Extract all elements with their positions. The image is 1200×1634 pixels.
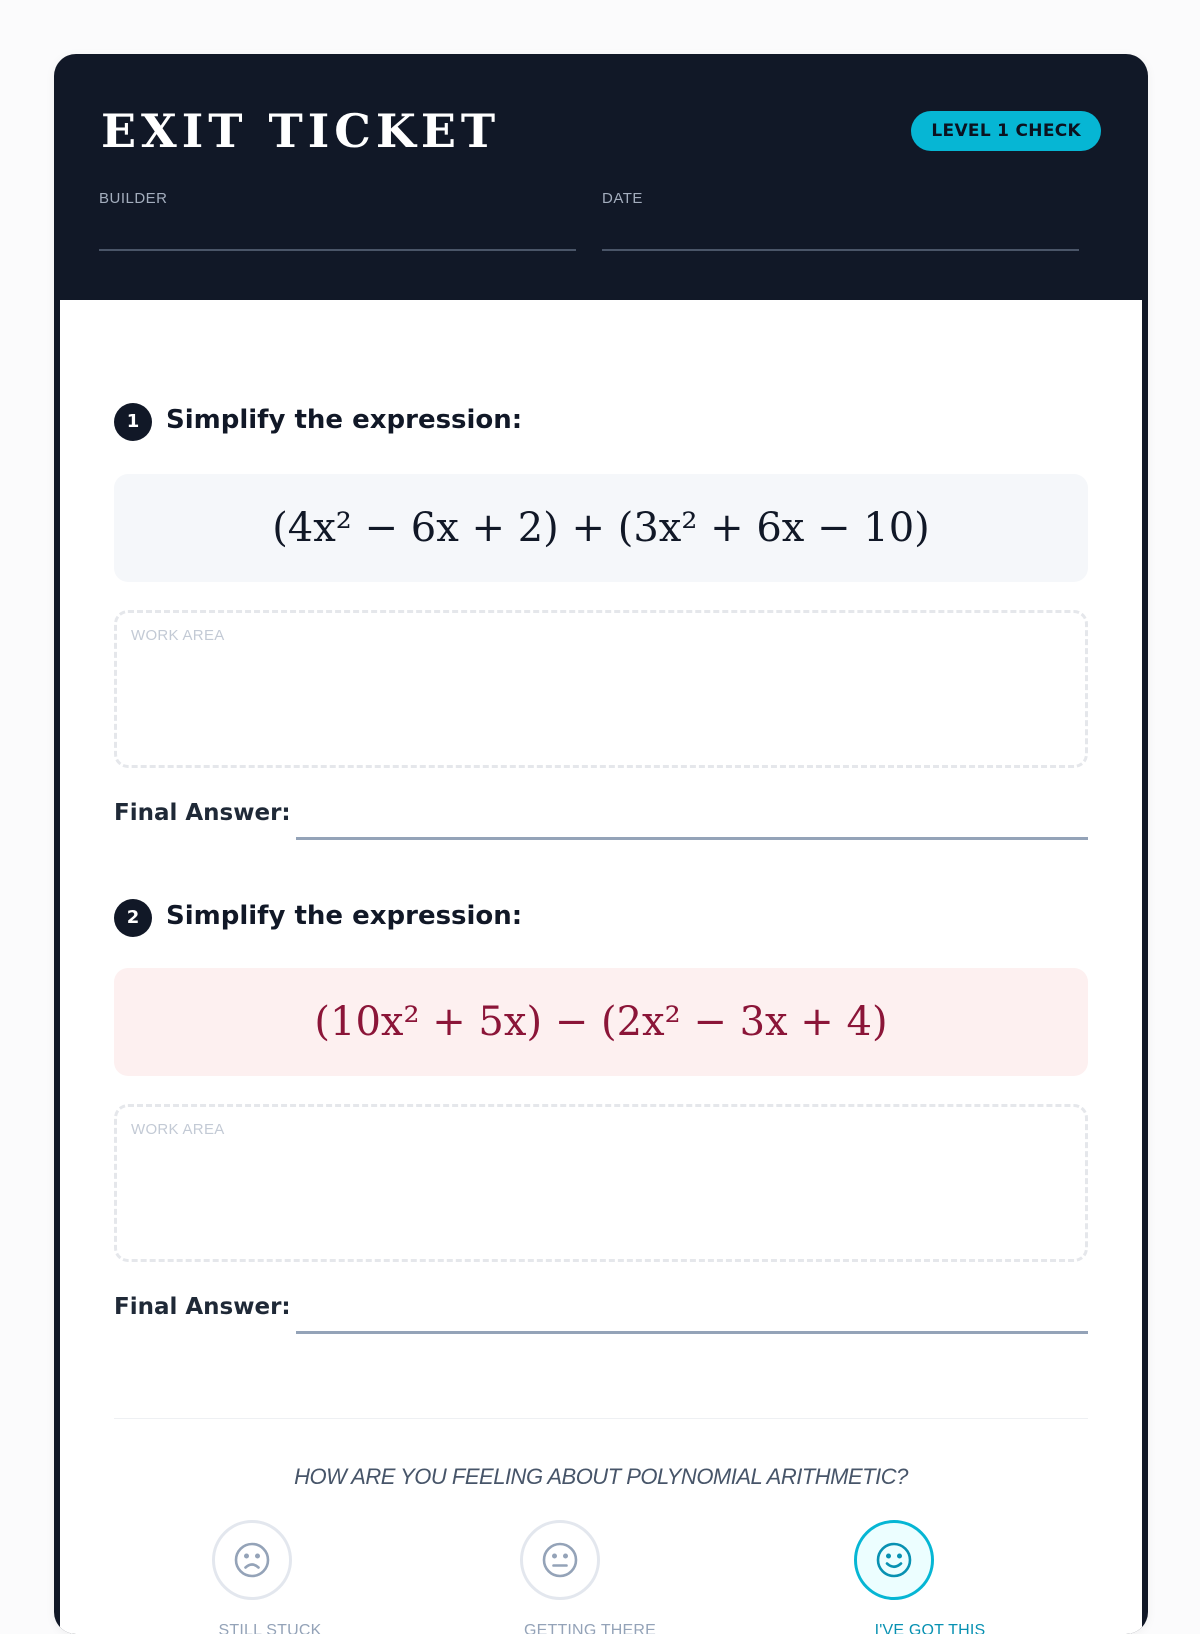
- feeling-option-getting-there[interactable]: [480, 1520, 700, 1634]
- date-label: DATE: [602, 190, 643, 207]
- builder-field[interactable]: [99, 188, 576, 252]
- date-line: [602, 249, 1079, 251]
- expression-text: (10x² + 5x) − (2x² − 3x + 4): [314, 999, 888, 1045]
- feeling-option-stuck[interactable]: [160, 1520, 380, 1634]
- question-number-badge: 1: [114, 403, 152, 441]
- question-1-work-area[interactable]: [114, 610, 1088, 768]
- question-1-expression: [114, 474, 1088, 582]
- question-number-badge: 2: [114, 899, 152, 937]
- question-1-header: [114, 402, 714, 442]
- frown-icon[interactable]: [212, 1520, 292, 1600]
- option-label: GETTING THERE: [523, 1622, 657, 1634]
- question-prompt: Simplify the expression:: [166, 901, 523, 931]
- option-label: I'VE GOT THIS: [874, 1622, 986, 1634]
- exit-ticket-card: [54, 54, 1148, 1634]
- question-2-work-area[interactable]: [114, 1104, 1088, 1262]
- question-2-final-answer[interactable]: [114, 1294, 1088, 1334]
- ticket-body: [60, 300, 1142, 1634]
- neutral-face-icon[interactable]: [520, 1520, 600, 1600]
- final-answer-line: [296, 1331, 1088, 1334]
- ticket-header: [54, 54, 1148, 300]
- final-answer-label: Final Answer:: [114, 800, 291, 826]
- final-answer-line: [296, 837, 1088, 840]
- question-2-expression: [114, 968, 1088, 1076]
- level-badge: LEVEL 1 CHECK: [911, 111, 1101, 151]
- question-prompt: Simplify the expression:: [166, 405, 523, 435]
- option-label: STILL STUCK: [218, 1622, 322, 1634]
- expression-text: (4x² − 6x + 2) + (3x² + 6x − 10): [272, 505, 930, 551]
- smile-icon[interactable]: [854, 1520, 934, 1600]
- question-2-header: [114, 898, 714, 938]
- final-answer-label: Final Answer:: [114, 1294, 291, 1320]
- builder-label: BUILDER: [99, 190, 168, 207]
- feeling-option-got-this[interactable]: [820, 1520, 1040, 1634]
- page-title: EXIT TICKET: [101, 104, 501, 158]
- feedback-question: HOW ARE YOU FEELING ABOUT POLYNOMIAL ARITHMETIC?: [294, 1464, 908, 1489]
- section-divider: [114, 1418, 1088, 1419]
- work-area-label: WORK AREA: [131, 627, 225, 644]
- question-1-final-answer[interactable]: [114, 800, 1088, 840]
- builder-line: [99, 249, 576, 251]
- work-area-label: WORK AREA: [131, 1121, 225, 1138]
- date-field[interactable]: [602, 188, 1079, 252]
